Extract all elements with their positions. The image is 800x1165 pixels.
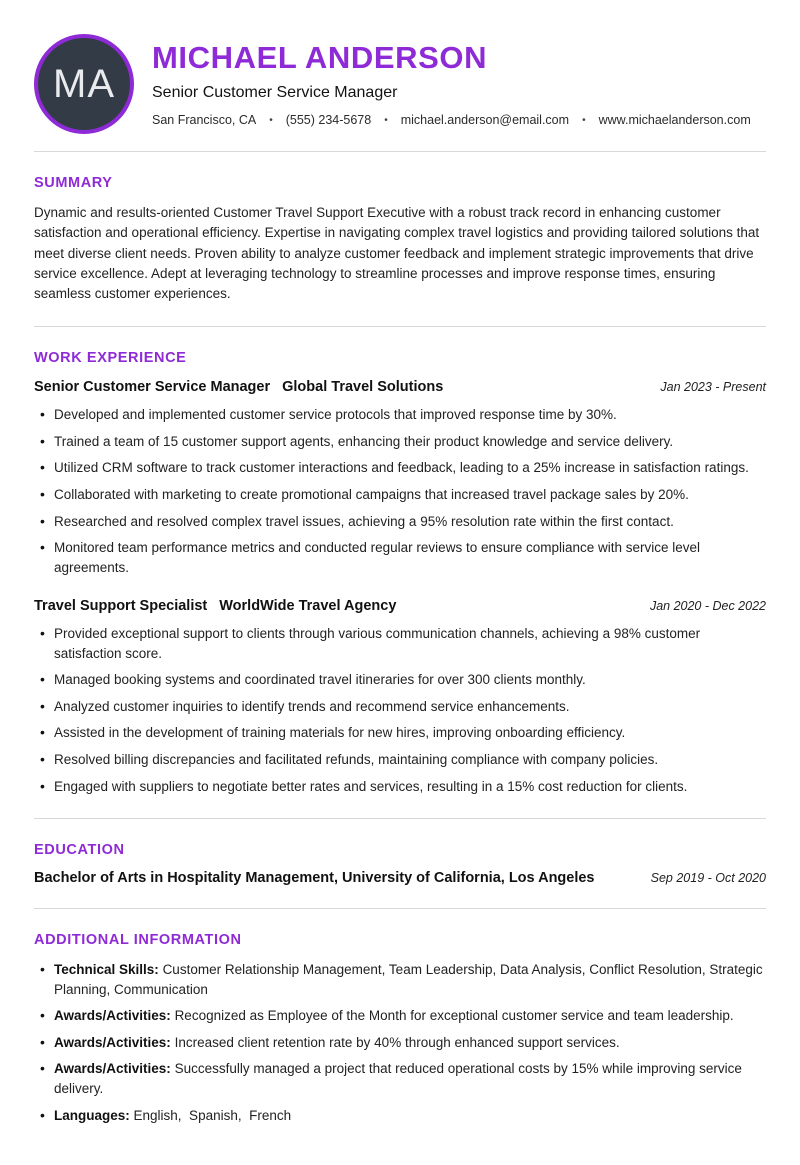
job-bullet: • Analyzed customer inquiries to identify trends and recommend service enhancements. — [40, 697, 766, 717]
section-divider — [34, 818, 766, 819]
job-bullet: • Resolved billing discrepancies and facilitated refunds, maintaining compliance with company policies. — [40, 750, 766, 770]
job-bullet: • Provided exceptional support to clients through various communication channels, achieving a 98% customer satisfaction score. — [40, 624, 766, 663]
work-experience-section — [34, 350, 766, 796]
job-company: WorldWide Travel Agency — [219, 598, 397, 615]
additional-information-section — [34, 932, 766, 1125]
job-dates: Jan 2020 - Dec 2022 — [649, 599, 766, 614]
additional-info-list — [34, 960, 766, 1125]
work-experience-heading: WORK EXPERIENCE — [34, 350, 187, 367]
additional-info-item — [40, 1059, 766, 1098]
job-bullet: • Assisted in the development of training materials for new hires, improving onboarding efficiency. — [40, 723, 766, 743]
job-entry — [34, 597, 766, 796]
education-dates: Sep 2019 - Oct 2020 — [650, 871, 766, 886]
additional-information-heading: ADDITIONAL INFORMATION — [34, 932, 242, 949]
additional-info-label: Awards/Activities: — [54, 1034, 171, 1050]
header-text — [152, 41, 751, 127]
additional-info-label: Technical Skills: — [54, 962, 159, 978]
job-entry — [34, 378, 766, 577]
summary-section — [34, 175, 766, 304]
section-divider — [34, 908, 766, 909]
summary-heading: SUMMARY — [34, 175, 113, 191]
job-header — [34, 597, 766, 615]
person-job-title: Senior Customer Service Manager — [152, 84, 398, 102]
additional-info-label: Awards/Activities: — [54, 1008, 171, 1024]
education-degree: Bachelor of Arts in Hospitality Management, University of California, Los Angeles — [34, 870, 595, 887]
job-header — [34, 378, 766, 396]
contact-item: San Francisco, CA — [152, 113, 257, 128]
education-heading: EDUCATION — [34, 842, 125, 859]
job-bullet: • Engaged with suppliers to negotiate better rates and services, resulting in a 15% cost reduction for clients. — [40, 777, 766, 797]
resume-header — [34, 34, 766, 134]
contact-item: (555) 234-5678 — [285, 113, 372, 128]
job-position: Senior Customer Service Manager — [34, 379, 271, 396]
job-bullet: • Developed and implemented customer service protocols that improved response time by 30%. — [40, 405, 766, 425]
job-bullet: • Collaborated with marketing to create promotional campaigns that increased travel package sales by 20%. — [40, 485, 766, 505]
contact-separator: • — [582, 114, 586, 126]
job-list — [34, 378, 766, 796]
additional-info-text: Successfully managed a project that reduced operational costs by 15% while improving service delivery. — [54, 1061, 746, 1096]
additional-info-item — [40, 1033, 766, 1053]
contact-separator: • — [384, 114, 388, 126]
contact-row — [152, 113, 751, 127]
additional-info-item — [40, 960, 766, 999]
additional-info-label: Awards/Activities: — [54, 1061, 171, 1077]
person-name: MICHAEL ANDERSON — [152, 39, 488, 75]
job-bullet: • Utilized CRM software to track customer interactions and feedback, leading to a 25% increase in satisfaction ratings. — [40, 458, 766, 478]
job-title-group — [34, 378, 443, 396]
job-company: Global Travel Solutions — [282, 379, 444, 396]
section-divider — [34, 326, 766, 327]
additional-info-text: Customer Relationship Management, Team Leadership, Data Analysis, Conflict Resolution, Strategic Planning, Communication — [54, 962, 767, 997]
job-bullet-list — [34, 405, 766, 577]
job-dates: Jan 2023 - Present — [660, 380, 766, 395]
job-bullet: • Monitored team performance metrics and conducted regular reviews to ensure compliance with service level agreements. — [40, 538, 766, 577]
job-position: Travel Support Specialist — [34, 598, 208, 615]
additional-info-text: English, Spanish, French — [133, 1107, 292, 1123]
additional-info-label: Languages: — [54, 1107, 130, 1123]
summary-text: Dynamic and results-oriented Customer Travel Support Executive with a robust track record in enhancing customer satisfaction and operational efficiency. Expertise in navigating complex travel logistics and providing tailored solutions that meet diverse client needs. Proven ability to analyze customer feedback and implement strategic improvements that drive service excellence. Adept at leveraging technology to streamline processes and improve response times, ensuring seamless customer experiences. — [34, 205, 760, 301]
avatar — [34, 34, 134, 134]
additional-info-text: Recognized as Employee of the Month for exceptional customer service and team leadership. — [174, 1008, 734, 1024]
contact-item: www.michaelanderson.com — [598, 113, 751, 128]
contact-item: michael.anderson@email.com — [400, 113, 570, 128]
job-bullet: • Managed booking systems and coordinated travel itineraries for over 300 clients monthly. — [40, 670, 766, 690]
job-bullet: • Trained a team of 15 customer support agents, enhancing their product knowledge and service delivery. — [40, 432, 766, 452]
job-bullet: • Researched and resolved complex travel issues, achieving a 95% resolution rate within the first contact. — [40, 512, 766, 532]
additional-info-item — [40, 1006, 766, 1026]
section-divider — [34, 151, 766, 152]
avatar-initials: MA — [53, 61, 115, 106]
additional-info-item — [40, 1106, 766, 1126]
education-section — [34, 842, 766, 886]
job-bullet-list — [34, 624, 766, 796]
contact-separator: • — [269, 114, 273, 126]
education-entry — [34, 870, 766, 886]
job-title-group — [34, 597, 396, 615]
additional-info-text: Increased client retention rate by 40% through enhanced support services. — [174, 1034, 620, 1050]
